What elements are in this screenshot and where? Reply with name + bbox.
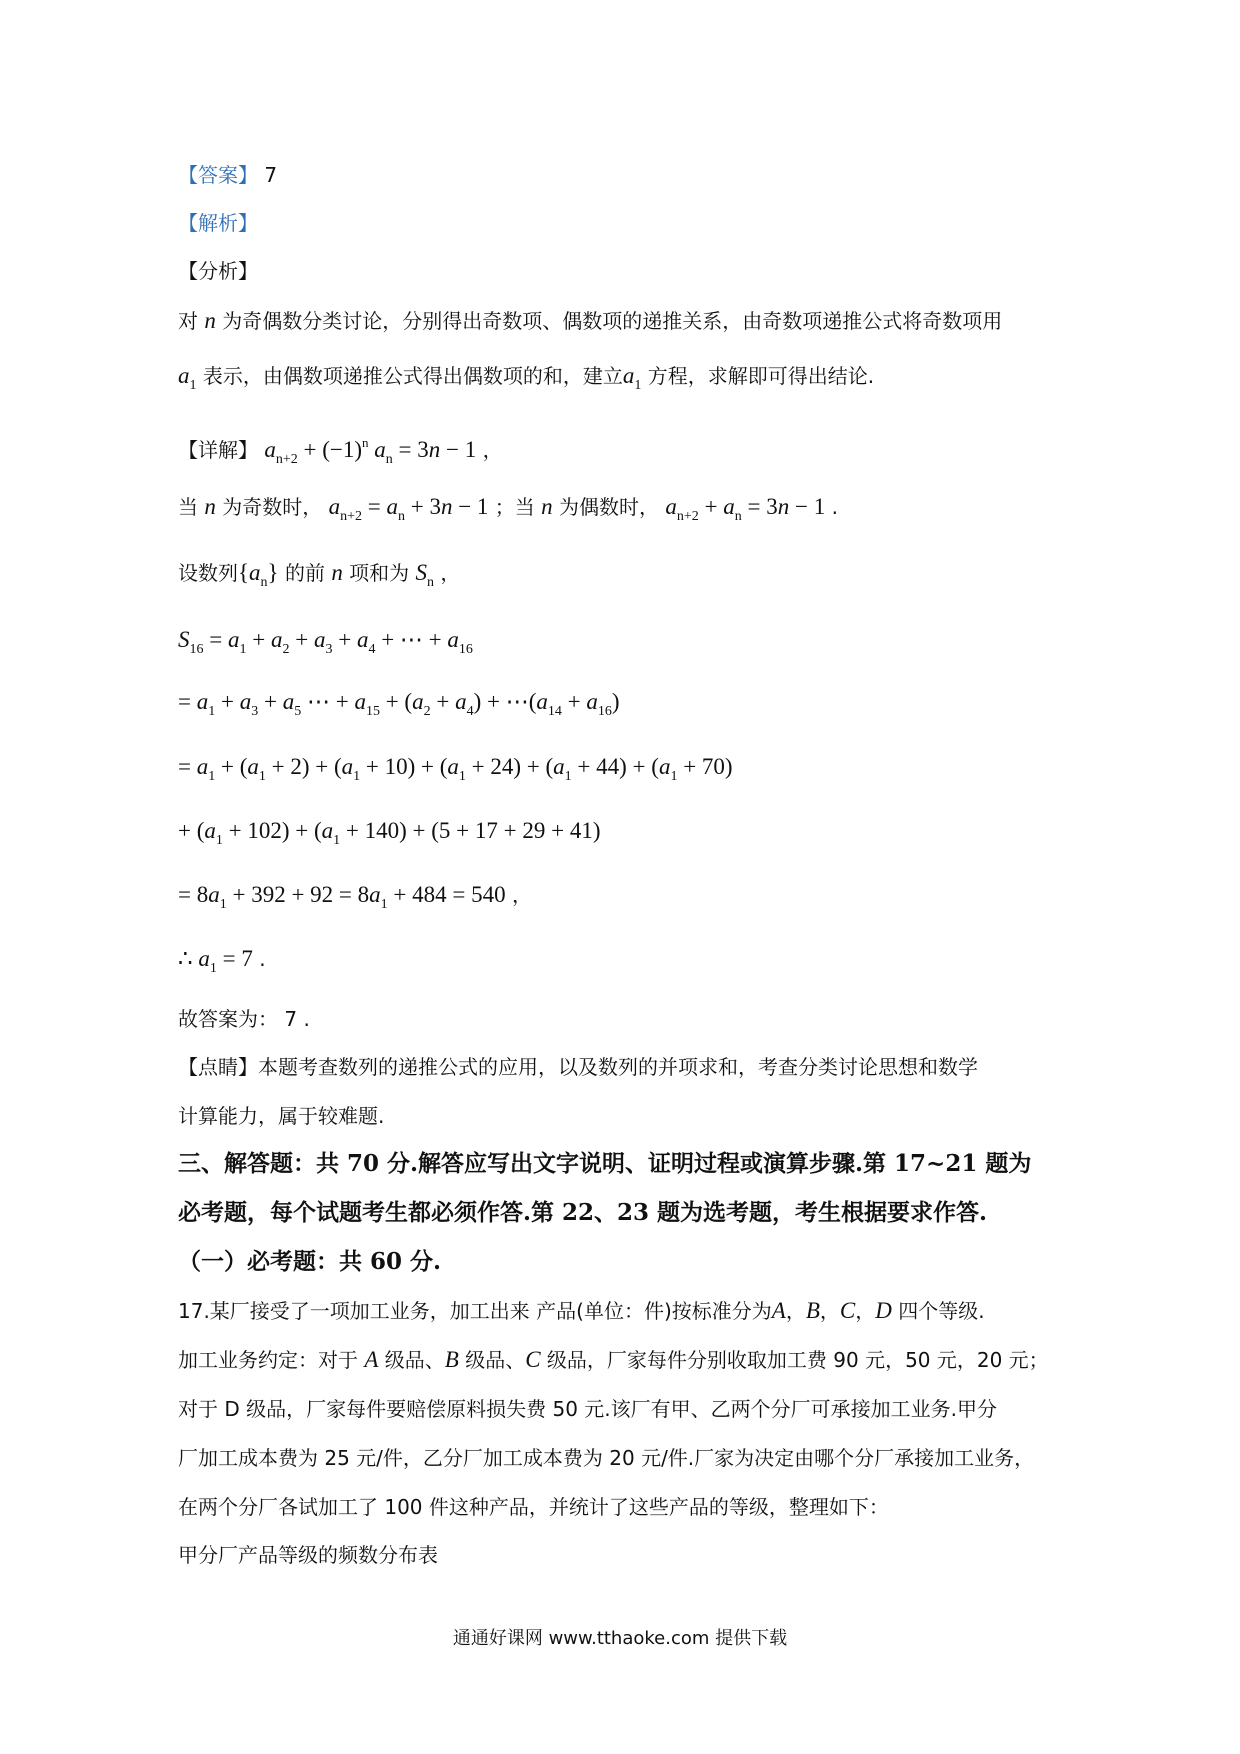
text-segment: − 1 xyxy=(452,494,489,519)
text-segment: a xyxy=(386,494,398,519)
text-segment: + ( xyxy=(178,818,205,843)
text-segment: ， xyxy=(855,1299,876,1323)
text-segment: 1 xyxy=(219,897,227,912)
text-line xyxy=(178,363,874,399)
text-segment: n xyxy=(427,575,435,590)
text-segment: + xyxy=(561,689,587,714)
text-line xyxy=(178,1542,438,1568)
text-segment: 1 xyxy=(208,704,216,719)
text-segment: a xyxy=(239,689,252,714)
text-segment: a xyxy=(354,689,366,714)
text-segment: ) xyxy=(611,689,620,714)
text-segment: . xyxy=(252,947,266,971)
text-segment: 16 xyxy=(597,704,612,719)
text-segment: n xyxy=(440,494,453,519)
text-segment: a xyxy=(313,627,326,652)
text-segment: 级品、 xyxy=(458,1348,526,1372)
text-line xyxy=(178,308,1002,334)
text-segment: 1 xyxy=(353,769,361,784)
text-segment: + 3 xyxy=(404,494,441,519)
text-segment: + ( xyxy=(379,689,413,714)
text-segment: − 1 xyxy=(440,437,477,462)
text-segment: 四个等级. xyxy=(891,1299,985,1323)
text-segment: n xyxy=(397,509,405,524)
text-line xyxy=(178,258,258,284)
text-line xyxy=(178,627,473,663)
text-segment: ) + ⋯( xyxy=(473,689,537,714)
text-segment: n xyxy=(777,494,790,519)
text-line xyxy=(178,210,258,236)
text-segment: a xyxy=(208,882,220,907)
text-segment: 1 xyxy=(564,769,572,784)
text-segment: = 3 xyxy=(741,494,778,519)
text-segment: + ⋯ + xyxy=(375,627,448,652)
text-segment: a xyxy=(196,754,209,779)
text-segment: n+2 xyxy=(340,509,362,524)
text-segment: 4 xyxy=(466,704,474,719)
text-segment: 【分析】 xyxy=(178,259,258,283)
text-segment: a xyxy=(447,627,459,652)
text-segment: a xyxy=(412,689,424,714)
text-segment: 计算能力，属于较难题. xyxy=(178,1104,385,1128)
text-segment: D xyxy=(875,1298,892,1323)
text-segment: 16 xyxy=(189,642,204,657)
text-segment: + 102) + ( xyxy=(222,818,322,843)
text-segment: 2 xyxy=(423,704,431,719)
text-line xyxy=(178,494,838,530)
text-segment: a xyxy=(665,494,677,519)
text-segment: n xyxy=(428,437,441,462)
text-line xyxy=(178,818,601,854)
text-segment: 为奇数时， xyxy=(215,495,329,519)
text-segment: n xyxy=(331,560,343,585)
text-segment: + 392 + 92 = 8 xyxy=(226,882,370,907)
text-segment: + 140) + (5 + 17 + 29 + 41) xyxy=(340,818,601,843)
text-segment: a xyxy=(341,754,354,779)
text-segment: 14 xyxy=(547,704,562,719)
text-segment: 三、解答题：共 70 分.解答应写出文字说明、证明过程或演算步骤.第 17~21 题为 xyxy=(178,1150,1032,1177)
text-segment: 1 xyxy=(208,769,216,784)
text-segment: 1 xyxy=(258,769,266,784)
text-segment: = xyxy=(361,494,387,519)
text-segment: 方程，求解即可得出结论. xyxy=(641,364,875,388)
text-segment: 当 xyxy=(178,495,205,519)
text-segment: a xyxy=(447,754,459,779)
text-segment: a xyxy=(196,689,209,714)
text-segment: C xyxy=(525,1347,541,1372)
text-segment: + 10) + ( xyxy=(360,754,448,779)
text-segment: 故答案为： 7 . xyxy=(178,1007,310,1031)
text-segment: ⋯ + xyxy=(301,689,355,714)
text-segment: = 7 xyxy=(216,946,253,971)
text-segment: 【点睛】本题考查数列的递推公式的应用，以及数列的并项求和，考查分类讨论思想和数学 xyxy=(178,1055,978,1079)
text-segment: + 44) + ( xyxy=(571,754,659,779)
text-segment: + 70) xyxy=(677,754,733,779)
text-segment: ∴ xyxy=(178,946,199,971)
text-line xyxy=(178,1054,978,1080)
text-line xyxy=(178,1103,384,1129)
text-segment: ， xyxy=(819,1299,840,1323)
text-segment: a xyxy=(536,689,548,714)
text-segment: a xyxy=(264,437,276,462)
text-line xyxy=(178,1298,985,1324)
text-segment: + 24) + ( xyxy=(465,754,554,779)
text-segment: a xyxy=(622,363,635,388)
text-segment: 3 xyxy=(251,704,259,719)
text-segment: 3 xyxy=(325,642,333,657)
text-segment: 甲分厂产品等级的频数分布表 xyxy=(178,1543,438,1567)
text-segment: a xyxy=(356,627,369,652)
text-segment: + ( xyxy=(215,754,248,779)
text-segment: n xyxy=(385,452,393,467)
text-segment: n xyxy=(204,308,216,333)
text-segment: 1 xyxy=(215,833,223,848)
text-segment: a xyxy=(270,627,283,652)
text-segment: + xyxy=(215,689,240,714)
text-segment: ；当 xyxy=(488,495,542,519)
text-segment: 厂加工成本费为 25 元/件，乙分厂加工成本费为 20 元/件.厂家为决定由哪个分厂承接加工业务， xyxy=(178,1446,1035,1470)
text-segment: 1 xyxy=(670,769,678,784)
text-segment: B xyxy=(444,1347,459,1372)
text-segment: a xyxy=(247,754,259,779)
text-segment: 1 xyxy=(458,769,466,784)
text-segment: = xyxy=(178,754,197,779)
text-segment: a xyxy=(328,494,341,519)
text-segment: 4 xyxy=(368,642,376,657)
text-segment: 表示，由偶数项递推公式得出偶数项的和，建立 xyxy=(196,364,623,388)
text-segment: 对于 D 级品，厂家每件要赔偿原料损失费 50 元.该厂有甲、乙两个分厂可承接加工业务.甲分 xyxy=(178,1397,997,1421)
text-segment: 17.某厂接受了一项加工业务，加工出来 产品(单位：件)按标准分为 xyxy=(178,1299,772,1323)
text-segment: a xyxy=(658,754,671,779)
text-line xyxy=(178,1494,889,1520)
text-segment: 为偶数时， xyxy=(552,495,666,519)
text-segment: 的前 xyxy=(278,561,332,585)
text-segment: a xyxy=(249,560,261,585)
text-segment: （一）必考题：共 60 分. xyxy=(178,1248,442,1275)
section-label: 【答案】 xyxy=(178,163,258,187)
text-segment: a xyxy=(455,689,467,714)
text-segment: 16 xyxy=(458,642,473,657)
text-segment: + xyxy=(430,689,456,714)
text-segment: 级品，厂家每件分别收取加工费 90 元，50 元，20 元； xyxy=(540,1348,1049,1372)
text-segment: 1 xyxy=(380,897,388,912)
text-segment: n xyxy=(541,494,553,519)
text-segment: 设数列 xyxy=(178,561,238,585)
text-line xyxy=(178,1200,987,1226)
text-segment: A xyxy=(364,1347,379,1372)
footer-watermark: 通通好课网 www.tthaoke.com 提供下载 xyxy=(452,1628,788,1649)
text-segment: ， xyxy=(476,438,503,462)
text-segment: ， xyxy=(785,1299,806,1323)
text-segment: ， xyxy=(505,883,532,907)
text-line xyxy=(178,946,266,982)
text-segment: S xyxy=(415,560,428,585)
text-segment: n xyxy=(204,494,216,519)
text-line xyxy=(178,1445,1034,1471)
text-segment: 级品、 xyxy=(378,1348,445,1372)
text-segment: a xyxy=(204,818,216,843)
text-segment: 1 xyxy=(333,833,341,848)
text-segment: 项和为 xyxy=(342,561,416,585)
text-segment: = 3 xyxy=(392,437,429,462)
section-label: 【解析】 xyxy=(178,211,258,235)
text-line xyxy=(178,754,733,790)
text-line xyxy=(178,1006,310,1032)
text-segment: 5 xyxy=(294,704,302,719)
text-segment: n xyxy=(734,509,742,524)
text-segment: a xyxy=(723,494,735,519)
text-segment: C xyxy=(839,1298,856,1323)
text-segment: 2 xyxy=(282,642,290,657)
text-line xyxy=(178,1151,1031,1177)
text-segment: a xyxy=(368,437,386,462)
text-segment: ， xyxy=(434,561,461,585)
text-line xyxy=(178,882,532,918)
text-segment: . xyxy=(825,495,838,519)
text-segment: 1 xyxy=(209,961,217,976)
text-segment: 必考题，每个试题考生都必须作答.第 22、23 题为选考题，考生根据要求作答. xyxy=(178,1199,988,1226)
text-segment: n+2 xyxy=(275,452,298,467)
text-segment: = xyxy=(178,689,197,714)
text-segment: + xyxy=(698,494,724,519)
text-segment: 在两个分厂各试加工了 100 件这种产品，并统计了这些产品的等级，整理如下： xyxy=(178,1495,889,1519)
text-segment: 7 xyxy=(258,163,278,187)
text-segment: a xyxy=(369,882,381,907)
text-segment: n xyxy=(260,575,268,590)
text-segment: − 1 xyxy=(789,494,826,519)
text-line xyxy=(178,1347,1049,1373)
text-segment: n xyxy=(362,435,369,450)
text-segment: S xyxy=(178,627,190,652)
text-segment: a xyxy=(586,689,598,714)
text-line xyxy=(178,430,503,473)
text-segment: + 484 = 540 xyxy=(387,882,506,907)
text-segment: + (−1) xyxy=(297,437,363,462)
text-line xyxy=(178,689,620,725)
text-segment: + xyxy=(289,627,314,652)
text-segment: + xyxy=(332,627,357,652)
text-segment: + 2) + ( xyxy=(265,754,342,779)
text-line xyxy=(178,1396,997,1422)
text-segment: a xyxy=(282,689,295,714)
text-line xyxy=(178,560,460,596)
text-segment: 【详解】 xyxy=(178,438,265,462)
text-segment: 1 xyxy=(634,378,642,393)
text-segment: n+2 xyxy=(676,509,699,524)
text-segment: { xyxy=(238,560,250,585)
text-segment: + xyxy=(258,689,283,714)
text-segment: 1 xyxy=(239,642,247,657)
text-segment: 对 xyxy=(178,309,205,333)
text-segment: 15 xyxy=(365,704,380,719)
text-segment: 加工业务约定：对于 xyxy=(178,1348,365,1372)
text-segment: a xyxy=(553,754,565,779)
text-segment: + xyxy=(246,627,271,652)
text-segment: A xyxy=(771,1298,786,1323)
text-segment: a xyxy=(321,818,334,843)
text-line xyxy=(178,1249,441,1275)
text-segment: = 8 xyxy=(178,882,209,907)
text-segment: a xyxy=(178,363,190,388)
text-segment: a xyxy=(198,946,210,971)
text-segment: 为奇偶数分类讨论，分别得出奇数项、偶数项的递推关系，由奇数项递推公式将奇数项用 xyxy=(215,309,1003,333)
text-line xyxy=(178,162,277,188)
text-segment: } xyxy=(267,560,279,585)
text-segment: 1 xyxy=(189,378,197,393)
text-segment: a xyxy=(227,627,240,652)
text-segment: B xyxy=(805,1298,820,1323)
text-segment: = xyxy=(203,627,228,652)
